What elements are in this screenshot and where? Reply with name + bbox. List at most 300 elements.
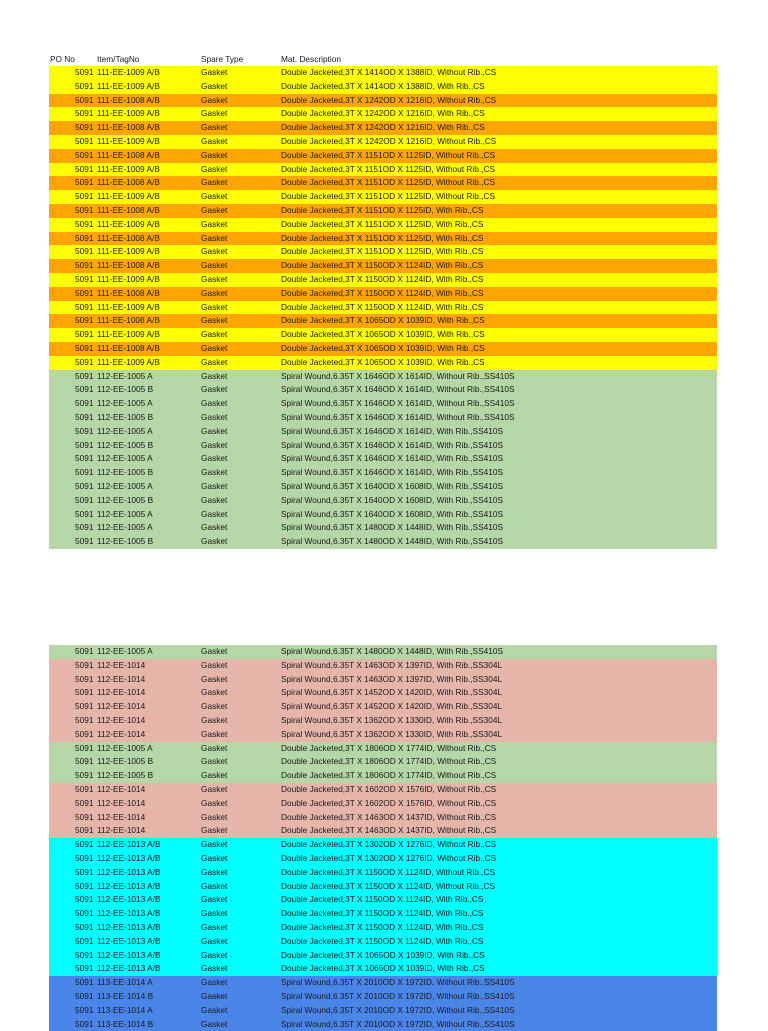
table-row xyxy=(49,245,717,259)
cell-mat-description: Spiral Wound,6.35T X 1480OD X 1448ID, With Rib.,SS410S xyxy=(281,646,503,656)
cell-mat-description: Spiral Wound,6.35T X 1646OD X 1614ID, With Rib.,SS410S xyxy=(281,439,503,450)
cell-spare-type: Gasket xyxy=(201,949,228,960)
cell-mat-description: Spiral Wound,6.35T X 2010OD X 1972ID, Without Rib.,SS410S xyxy=(281,990,515,1001)
cell-mat-description: Spiral Wound,6.35T X 1452OD X 1420ID, With Rib.,SS304L xyxy=(281,701,503,712)
table-row xyxy=(49,728,717,742)
cell-item-tag-no: 112-EE-1005 A xyxy=(97,398,153,409)
cell-po-no: 5091 xyxy=(75,770,94,781)
cell-po-no: 5091 xyxy=(75,398,94,409)
cell-spare-type: Gasket xyxy=(201,246,228,257)
cell-mat-description: Double Jacketed,3T X 1302OD X 1276ID, Without Rib.,CS xyxy=(281,839,497,850)
table-row xyxy=(49,962,717,976)
table-row xyxy=(49,838,717,852)
table-row xyxy=(49,852,717,866)
cell-item-tag-no: 111-EE-1008 A/B xyxy=(97,232,160,243)
cell-po-no: 5091 xyxy=(75,273,94,284)
cell-mat-description: Spiral Wound,6.35T X 1646OD X 1614ID, Without Rib.,SS410S xyxy=(281,411,515,422)
cell-item-tag-no: 112-EE-1005 B xyxy=(97,494,154,505)
table-row xyxy=(49,94,717,108)
cell-mat-description: Double Jacketed,3T X 1150OD X 1124ID, With Rib.,CS xyxy=(281,921,484,932)
cell-item-tag-no: 111-EE-1009 A/B xyxy=(97,246,160,257)
cell-item-tag-no: 112-EE-1005 B xyxy=(97,756,154,767)
cell-po-no: 5091 xyxy=(75,342,94,353)
cell-item-tag-no: 112-EE-1014 xyxy=(97,728,146,739)
cell-item-tag-no: 111-EE-1008 A/B xyxy=(97,315,160,326)
cell-po-no: 5091 xyxy=(75,894,94,905)
cell-po-no: 5091 xyxy=(75,714,94,725)
cell-spare-type: Gasket xyxy=(201,783,228,794)
table-row xyxy=(49,218,717,232)
cell-po-no: 5091 xyxy=(75,467,94,478)
cell-po-no: 5091 xyxy=(75,204,94,215)
cell-item-tag-no: 112-EE-1014 xyxy=(97,673,146,684)
table-row xyxy=(49,769,717,783)
cell-po-no: 5091 xyxy=(75,439,94,450)
cell-mat-description: Spiral Wound,6.35T X 2010OD X 1972ID, Without Rib.,SS410S xyxy=(281,977,515,988)
cell-po-no: 5091 xyxy=(75,659,94,670)
table-row xyxy=(49,935,717,949)
cell-mat-description: Double Jacketed,3T X 1602OD X 1576ID, Without Rib.,CS xyxy=(281,783,497,794)
table-row xyxy=(49,866,717,880)
cell-po-no: 5091 xyxy=(75,908,94,919)
cell-spare-type: Gasket xyxy=(201,866,228,877)
table-row xyxy=(49,686,717,700)
cell-po-no: 5091 xyxy=(75,701,94,712)
cell-spare-type: Gasket xyxy=(201,908,228,919)
table-row xyxy=(49,1004,717,1018)
cell-spare-type: Gasket xyxy=(201,1004,228,1015)
cell-mat-description: Double Jacketed,3T X 1150OD X 1124ID, With Rib.,CS xyxy=(281,894,484,905)
cell-mat-description: Double Jacketed,3T X 1151OD X 1125ID, Without Rib.,CS xyxy=(281,163,495,174)
cell-spare-type: Gasket xyxy=(201,935,228,946)
cell-item-tag-no: 112-EE-1014 xyxy=(97,797,146,808)
cell-spare-type: Gasket xyxy=(201,342,228,353)
cell-spare-type: Gasket xyxy=(201,232,228,243)
cell-po-no: 5091 xyxy=(75,673,94,684)
table-row xyxy=(49,893,717,907)
cell-item-tag-no: 112-EE-1014 xyxy=(97,811,146,822)
cell-po-no: 5091 xyxy=(75,287,94,298)
table-row xyxy=(49,411,717,425)
table-row xyxy=(49,66,717,80)
cell-mat-description: Double Jacketed,3T X 1602OD X 1576ID, Without Rib.,CS xyxy=(281,797,497,808)
cell-po-no: 5091 xyxy=(75,453,94,464)
cell-po-no: 5091 xyxy=(75,301,94,312)
table-row xyxy=(49,135,717,149)
table-row xyxy=(49,80,717,94)
cell-spare-type: Gasket xyxy=(201,508,228,519)
cell-item-tag-no: 112-EE-1005 B xyxy=(97,439,154,450)
cell-mat-description: Spiral Wound,6.35T X 2010OD X 1972ID, Without Rib.,SS410S xyxy=(281,1004,515,1015)
cell-mat-description: Spiral Wound,6.35T X 1463OD X 1397ID, With Rib.,SS304L xyxy=(281,659,503,670)
cell-po-no: 5091 xyxy=(75,949,94,960)
table-row xyxy=(49,494,717,508)
cell-spare-type: Gasket xyxy=(201,218,228,229)
cell-item-tag-no: 112-EE-1013 A/B xyxy=(97,935,161,946)
cell-item-tag-no: 111-EE-1009 A/B xyxy=(97,218,160,229)
table-row xyxy=(49,659,717,673)
cell-item-tag-no: 111-EE-1009 A/B xyxy=(97,329,160,340)
cell-spare-type: Gasket xyxy=(201,467,228,478)
cell-spare-type: Gasket xyxy=(201,439,228,450)
table-row xyxy=(49,645,717,659)
cell-po-no: 5091 xyxy=(75,921,94,932)
table-row xyxy=(49,673,717,687)
cell-mat-description: Spiral Wound,6.35T X 1646OD X 1614ID, Without Rib.,SS410S xyxy=(281,398,515,409)
cell-item-tag-no: 112-EE-1005 A xyxy=(97,522,153,533)
cell-item-tag-no: 112-EE-1014 xyxy=(97,659,146,670)
cell-mat-description: Spiral Wound,6.35T X 1362OD X 1330ID, With Rib.,SS304L xyxy=(281,714,503,725)
cell-item-tag-no: 112-EE-1005 B xyxy=(97,770,154,781)
cell-mat-description: Spiral Wound,6.35T X 1362OD X 1330ID, With Rib.,SS304L xyxy=(281,728,503,739)
cell-item-tag-no: 111-EE-1009 A/B xyxy=(97,273,160,284)
cell-spare-type: Gasket xyxy=(201,480,228,491)
cell-mat-description: Double Jacketed,3T X 1806OD X 1774ID, Without Rib.,CS xyxy=(281,770,497,781)
cell-spare-type: Gasket xyxy=(201,921,228,932)
table-row xyxy=(49,370,717,384)
table-row xyxy=(49,990,717,1004)
cell-item-tag-no: 112-EE-1005 A xyxy=(97,453,153,464)
cell-item-tag-no: 111-EE-1009 A/B xyxy=(97,163,160,174)
cell-item-tag-no: 111-EE-1009 A/B xyxy=(97,135,160,146)
cell-po-no: 5091 xyxy=(75,177,94,188)
cell-po-no: 5091 xyxy=(75,356,94,367)
table-row xyxy=(49,328,717,342)
cell-mat-description: Spiral Wound,6.35T X 1646OD X 1614ID, Without Rib.,SS410S xyxy=(281,384,515,395)
cell-item-tag-no: 111-EE-1009 A/B xyxy=(97,67,160,77)
cell-po-no: 5091 xyxy=(75,108,94,119)
table-row xyxy=(49,259,717,273)
cell-spare-type: Gasket xyxy=(201,425,228,436)
cell-mat-description: Double Jacketed,3T X 1463OD X 1437ID, Without Rib.,CS xyxy=(281,825,497,836)
cell-mat-description: Double Jacketed,3T X 1150OD X 1124ID, With Rib.,CS xyxy=(281,260,484,271)
cell-spare-type: Gasket xyxy=(201,839,228,850)
cell-po-no: 5091 xyxy=(75,411,94,422)
cell-po-no: 5091 xyxy=(75,756,94,767)
table-row xyxy=(49,700,717,714)
cell-item-tag-no: 113-EE-1014 A xyxy=(97,1004,153,1015)
cell-spare-type: Gasket xyxy=(201,963,228,974)
table-row xyxy=(49,535,717,549)
table-row xyxy=(49,232,717,246)
cell-spare-type: Gasket xyxy=(201,1018,228,1029)
cell-po-no: 5091 xyxy=(75,1004,94,1015)
table-row xyxy=(49,811,717,825)
cell-spare-type: Gasket xyxy=(201,356,228,367)
cell-spare-type: Gasket xyxy=(201,301,228,312)
cell-po-no: 5091 xyxy=(75,963,94,974)
cell-spare-type: Gasket xyxy=(201,80,228,91)
cell-item-tag-no: 112-EE-1013 A/B xyxy=(97,963,161,974)
cell-mat-description: Double Jacketed,3T X 1150OD X 1124ID, Without Rib.,CS xyxy=(281,880,495,891)
cell-po-no: 5091 xyxy=(75,149,94,160)
cell-item-tag-no: 111-EE-1008 A/B xyxy=(97,204,160,215)
cell-spare-type: Gasket xyxy=(201,273,228,284)
cell-po-no: 5091 xyxy=(75,1018,94,1029)
cell-item-tag-no: 111-EE-1008 A/B xyxy=(97,149,160,160)
cell-spare-type: Gasket xyxy=(201,370,228,381)
cell-po-no: 5091 xyxy=(75,536,94,547)
cell-spare-type: Gasket xyxy=(201,536,228,547)
cell-mat-description: Double Jacketed,3T X 1150OD X 1124ID, With Rib.,CS xyxy=(281,287,484,298)
cell-spare-type: Gasket xyxy=(201,149,228,160)
cell-po-no: 5091 xyxy=(75,742,94,753)
cell-spare-type: Gasket xyxy=(201,494,228,505)
cell-po-no: 5091 xyxy=(75,191,94,202)
cell-item-tag-no: 112-EE-1005 A xyxy=(97,425,153,436)
table-row xyxy=(49,755,717,769)
cell-mat-description: Spiral Wound,6.35T X 1463OD X 1397ID, With Rib.,SS304L xyxy=(281,673,503,684)
table-row xyxy=(49,163,717,177)
table-row xyxy=(49,149,717,163)
table-row xyxy=(49,783,717,797)
cell-mat-description: Double Jacketed,3T X 1806OD X 1774ID, Without Rib.,CS xyxy=(281,756,497,767)
table-row xyxy=(49,342,717,356)
cell-spare-type: Gasket xyxy=(201,177,228,188)
cell-item-tag-no: 111-EE-1008 A/B xyxy=(97,177,160,188)
cell-po-no: 5091 xyxy=(75,315,94,326)
cell-item-tag-no: 112-EE-1013 A/B xyxy=(97,908,161,919)
cell-mat-description: Double Jacketed,3T X 1150OD X 1124ID, With Rib.,CS xyxy=(281,935,484,946)
cell-spare-type: Gasket xyxy=(201,714,228,725)
cell-spare-type: Gasket xyxy=(201,756,228,767)
cell-item-tag-no: 112-EE-1013 A/B xyxy=(97,894,161,905)
cell-po-no: 5091 xyxy=(75,935,94,946)
cell-item-tag-no: 111-EE-1009 A/B xyxy=(97,191,160,202)
table-row xyxy=(49,797,717,811)
cell-mat-description: Spiral Wound,6.35T X 1640OD X 1608ID, With Rib.,SS410S xyxy=(281,494,503,505)
cell-po-no: 5091 xyxy=(75,480,94,491)
cell-po-no: 5091 xyxy=(75,122,94,133)
table-row xyxy=(49,397,717,411)
cell-item-tag-no: 113-EE-1014 B xyxy=(97,990,154,1001)
header-mat-description: Mat. Description xyxy=(281,54,341,64)
cell-po-no: 5091 xyxy=(75,94,94,105)
cell-po-no: 5091 xyxy=(75,508,94,519)
cell-mat-description: Double Jacketed,3T X 1242OD X 1216ID, With Rib.,CS xyxy=(281,122,485,133)
cell-mat-description: Double Jacketed,3T X 1151OD X 1125ID, With Rib.,CS xyxy=(281,218,484,229)
cell-mat-description: Spiral Wound,6.35T X 1646OD X 1614ID, With Rib.,SS410S xyxy=(281,467,503,478)
cell-spare-type: Gasket xyxy=(201,894,228,905)
cell-mat-description: Double Jacketed,3T X 1150OD X 1124ID, With Rib.,CS xyxy=(281,908,484,919)
cell-item-tag-no: 111-EE-1008 A/B xyxy=(97,94,160,105)
cell-spare-type: Gasket xyxy=(201,453,228,464)
cell-mat-description: Double Jacketed,3T X 1151OD X 1125ID, With Rib.,CS xyxy=(281,232,484,243)
cell-item-tag-no: 111-EE-1008 A/B xyxy=(97,342,160,353)
cell-mat-description: Double Jacketed,3T X 1302OD X 1276ID, Without Rib.,CS xyxy=(281,852,497,863)
cell-mat-description: Double Jacketed,3T X 1065OD X 1039ID, With Rib.,CS xyxy=(281,315,485,326)
cell-spare-type: Gasket xyxy=(201,411,228,422)
cell-item-tag-no: 111-EE-1009 A/B xyxy=(97,108,160,119)
cell-spare-type: Gasket xyxy=(201,728,228,739)
table-row xyxy=(49,1018,717,1031)
cell-mat-description: Double Jacketed,3T X 1065OD X 1039ID, With Rib.,CS xyxy=(281,949,485,960)
table-row xyxy=(49,314,717,328)
table-row xyxy=(49,521,717,535)
cell-spare-type: Gasket xyxy=(201,880,228,891)
cell-mat-description: Spiral Wound,6.35T X 1452OD X 1420ID, With Rib.,SS304L xyxy=(281,687,503,698)
cell-mat-description: Double Jacketed,3T X 1065OD X 1039ID, With Rib.,CS xyxy=(281,963,485,974)
cell-po-no: 5091 xyxy=(75,990,94,1001)
table-row xyxy=(49,742,717,756)
cell-spare-type: Gasket xyxy=(201,135,228,146)
cell-spare-type: Gasket xyxy=(201,852,228,863)
cell-item-tag-no: 112-EE-1013 A/B xyxy=(97,880,161,891)
table-row xyxy=(49,949,717,963)
cell-po-no: 5091 xyxy=(75,370,94,381)
cell-spare-type: Gasket xyxy=(201,701,228,712)
cell-spare-type: Gasket xyxy=(201,522,228,533)
table-row xyxy=(49,480,717,494)
table-row xyxy=(49,273,717,287)
cell-item-tag-no: 112-EE-1005 A xyxy=(97,508,153,519)
cell-po-no: 5091 xyxy=(75,825,94,836)
cell-mat-description: Spiral Wound,6.35T X 1640OD X 1608ID, With Rib.,SS410S xyxy=(281,480,503,491)
table-row xyxy=(49,356,717,370)
cell-spare-type: Gasket xyxy=(201,770,228,781)
table-row xyxy=(49,907,717,921)
table-row xyxy=(49,121,717,135)
cell-mat-description: Double Jacketed,3T X 1414OD X 1388ID, With Rib.,CS xyxy=(281,80,485,91)
cell-spare-type: Gasket xyxy=(201,742,228,753)
cell-item-tag-no: 112-EE-1013 A/B xyxy=(97,852,161,863)
cell-po-no: 5091 xyxy=(75,811,94,822)
cell-item-tag-no: 112-EE-1005 B xyxy=(97,411,154,422)
cell-spare-type: Gasket xyxy=(201,122,228,133)
cell-mat-description: Spiral Wound,6.35T X 1480OD X 1448ID, With Rib.,SS410S xyxy=(281,522,503,533)
cell-item-tag-no: 113-EE-1014 B xyxy=(97,1018,154,1029)
table-row xyxy=(49,176,717,190)
cell-item-tag-no: 112-EE-1014 xyxy=(97,687,146,698)
cell-spare-type: Gasket xyxy=(201,398,228,409)
table-row xyxy=(49,452,717,466)
table-row xyxy=(49,190,717,204)
cell-mat-description: Spiral Wound,6.35T X 1640OD X 1608ID, With Rib.,SS410S xyxy=(281,508,503,519)
cell-item-tag-no: 112-EE-1005 A xyxy=(97,370,153,381)
cell-spare-type: Gasket xyxy=(201,811,228,822)
cell-item-tag-no: 112-EE-1013 A/B xyxy=(97,839,161,850)
header-spare-type: Spare Type xyxy=(201,54,244,64)
cell-mat-description: Spiral Wound,6.35T X 1646OD X 1614ID, With Rib.,SS410S xyxy=(281,425,503,436)
cell-item-tag-no: 112-EE-1005 B xyxy=(97,536,154,547)
table-row xyxy=(49,107,717,121)
cell-mat-description: Double Jacketed,3T X 1065OD X 1039ID, With Rib.,CS xyxy=(281,342,485,353)
cell-spare-type: Gasket xyxy=(201,977,228,988)
cell-spare-type: Gasket xyxy=(201,67,228,77)
cell-po-no: 5091 xyxy=(75,866,94,877)
cell-mat-description: Double Jacketed,3T X 1151OD X 1125ID, Without Rib.,CS xyxy=(281,191,495,202)
cell-po-no: 5091 xyxy=(75,977,94,988)
cell-item-tag-no: 112-EE-1013 A/B xyxy=(97,949,161,960)
cell-spare-type: Gasket xyxy=(201,94,228,105)
cell-spare-type: Gasket xyxy=(201,260,228,271)
cell-mat-description: Double Jacketed,3T X 1151OD X 1125ID, Without Rib.,CS xyxy=(281,177,495,188)
cell-item-tag-no: 112-EE-1005 B xyxy=(97,467,154,478)
cell-mat-description: Double Jacketed,3T X 1463OD X 1437ID, Without Rib.,CS xyxy=(281,811,497,822)
cell-spare-type: Gasket xyxy=(201,163,228,174)
cell-spare-type: Gasket xyxy=(201,659,228,670)
table-row xyxy=(49,301,717,315)
cell-spare-type: Gasket xyxy=(201,797,228,808)
cell-po-no: 5091 xyxy=(75,728,94,739)
cell-item-tag-no: 112-EE-1005 A xyxy=(97,646,153,656)
cell-spare-type: Gasket xyxy=(201,990,228,1001)
cell-mat-description: Double Jacketed,3T X 1414OD X 1388ID, Without Rib.,CS xyxy=(281,67,497,77)
cell-item-tag-no: 111-EE-1009 A/B xyxy=(97,80,160,91)
cell-mat-description: Spiral Wound,6.35T X 1646OD X 1614ID, Without Rib.,SS410S xyxy=(281,370,515,381)
cell-spare-type: Gasket xyxy=(201,646,228,656)
cell-po-no: 5091 xyxy=(75,797,94,808)
cell-po-no: 5091 xyxy=(75,425,94,436)
table-row xyxy=(49,439,717,453)
cell-item-tag-no: 112-EE-1013 A/B xyxy=(97,866,161,877)
cell-mat-description: Double Jacketed,3T X 1150OD X 1124ID, With Rib.,CS xyxy=(281,301,484,312)
table-row xyxy=(49,880,717,894)
cell-po-no: 5091 xyxy=(75,522,94,533)
header-po-no: PO No xyxy=(50,54,75,64)
cell-mat-description: Double Jacketed,3T X 1065OD X 1039ID, With Rib.,CS xyxy=(281,356,485,367)
cell-spare-type: Gasket xyxy=(201,191,228,202)
cell-po-no: 5091 xyxy=(75,687,94,698)
cell-po-no: 5091 xyxy=(75,783,94,794)
cell-po-no: 5091 xyxy=(75,852,94,863)
cell-item-tag-no: 112-EE-1014 xyxy=(97,714,146,725)
cell-po-no: 5091 xyxy=(75,839,94,850)
cell-item-tag-no: 111-EE-1008 A/B xyxy=(97,287,160,298)
table-row xyxy=(49,287,717,301)
cell-po-no: 5091 xyxy=(75,880,94,891)
cell-mat-description: Double Jacketed,3T X 1150OD X 1124ID, With Rib.,CS xyxy=(281,273,484,284)
table-row xyxy=(49,383,717,397)
table-row xyxy=(49,824,717,838)
cell-item-tag-no: 113-EE-1014 A xyxy=(97,977,153,988)
cell-item-tag-no: 111-EE-1008 A/B xyxy=(97,260,160,271)
cell-spare-type: Gasket xyxy=(201,825,228,836)
cell-po-no: 5091 xyxy=(75,163,94,174)
cell-item-tag-no: 112-EE-1005 B xyxy=(97,384,154,395)
cell-spare-type: Gasket xyxy=(201,204,228,215)
cell-mat-description: Double Jacketed,3T X 1242OD X 1216ID, With Rib.,CS xyxy=(281,108,485,119)
cell-mat-description: Double Jacketed,3T X 1242OD X 1216ID, Without Rib.,CS xyxy=(281,135,497,146)
cell-mat-description: Double Jacketed,3T X 1151OD X 1125ID, With Rib.,CS xyxy=(281,204,484,215)
cell-po-no: 5091 xyxy=(75,646,94,656)
table-row xyxy=(49,204,717,218)
cell-mat-description: Double Jacketed,3T X 1065OD X 1039ID, With Rib.,CS xyxy=(281,329,485,340)
cell-item-tag-no: 111-EE-1008 A/B xyxy=(97,122,160,133)
header-item-tag-no: Item/TagNo xyxy=(97,54,140,64)
cell-po-no: 5091 xyxy=(75,246,94,257)
cell-po-no: 5091 xyxy=(75,67,94,77)
cell-item-tag-no: 112-EE-1013 A/B xyxy=(97,921,161,932)
cell-mat-description: Spiral Wound,6.35T X 2010OD X 1972ID, Without Rib.,SS410S xyxy=(281,1018,515,1029)
table-block-2 xyxy=(49,645,717,1031)
cell-po-no: 5091 xyxy=(75,260,94,271)
cell-spare-type: Gasket xyxy=(201,108,228,119)
cell-item-tag-no: 112-EE-1014 xyxy=(97,701,146,712)
cell-item-tag-no: 112-EE-1005 A xyxy=(97,480,153,491)
table-row xyxy=(49,425,717,439)
cell-spare-type: Gasket xyxy=(201,687,228,698)
cell-item-tag-no: 112-EE-1005 A xyxy=(97,742,153,753)
table-row xyxy=(49,921,717,935)
column-header-row xyxy=(49,53,717,65)
cell-mat-description: Spiral Wound,6.35T X 1480OD X 1448ID, With Rib.,SS410S xyxy=(281,536,503,547)
cell-spare-type: Gasket xyxy=(201,329,228,340)
cell-po-no: 5091 xyxy=(75,218,94,229)
cell-po-no: 5091 xyxy=(75,384,94,395)
table-row xyxy=(49,714,717,728)
table-row xyxy=(49,508,717,522)
